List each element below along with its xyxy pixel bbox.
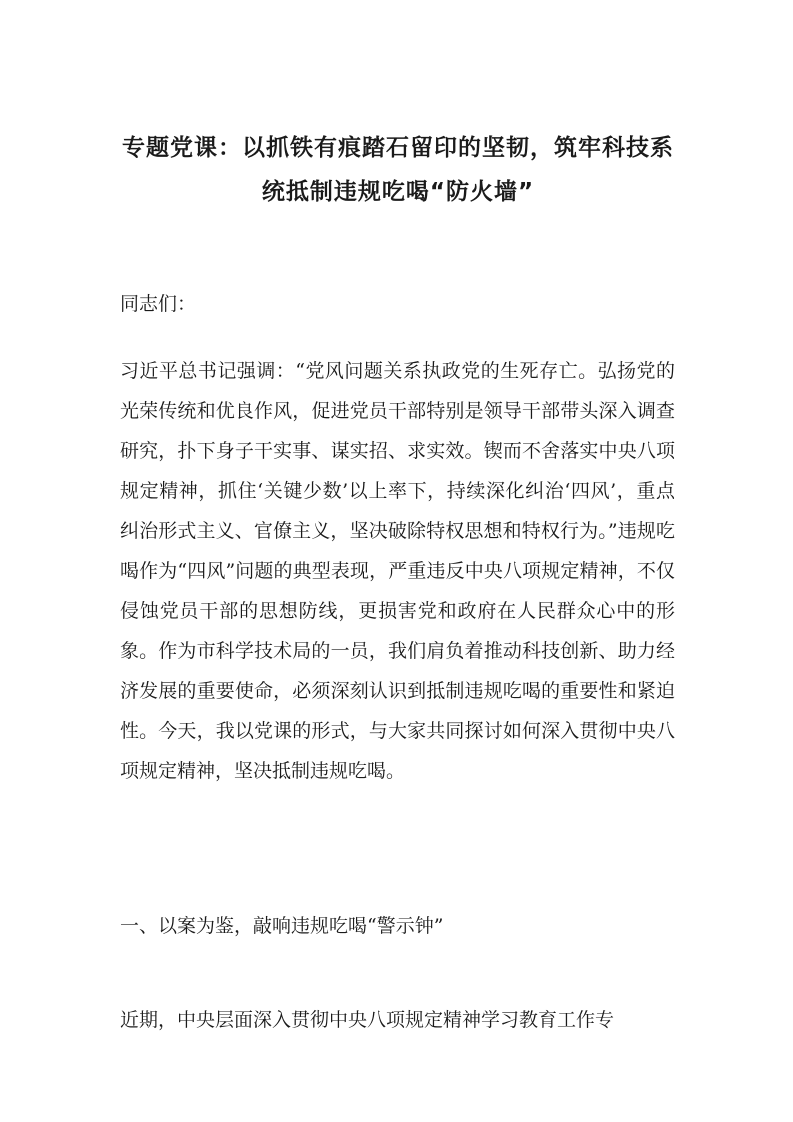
section-heading: 一、以案为鉴，敲响违规吃喝“警示钟”	[120, 915, 444, 937]
document-title	[118, 126, 678, 214]
title-line-2: 统抵制违规吃喝“防火墙”	[261, 179, 535, 205]
body-paragraph: 近期，中央层面深入贯彻中央八项规定精神学习教育工作专	[120, 1009, 615, 1031]
body-paragraph: 习近平总书记强调：“党风问题关系执政党的生死存亡。弘扬党的光荣传统和优良作风，促进党员干部特别是领导干部带头深入调查研究，扑下身子干实事、谋实招、求实效。锲而不舍落实中央八项规定精神，抓住‘关键少数’以上率下，持续深化纠治‘四风’，重点纠治形式主义、官僚主义，坚决破除特权思想和特权行为。”违规吃喝作为“四风”问题的典型表现，严重违反中央八项规定精神，不仅侵蚀党员干部的思想防线，更损害党和政府在人民群众心中的形象。作为市科学技术局的一员，我们肩负着推动科技创新、助力经济发展的重要使命，必须深刻认识到抵制违规吃喝的重要性和紧迫性。今天，我以党课的形式，与大家共同探讨如何深入贯彻中央八项规定精神，坚决抵制违规吃喝。	[120, 360, 675, 782]
greeting: 同志们：	[120, 293, 197, 315]
title-line-1: 专题党课：以抓铁有痕踏石留印的坚韧，筑牢科技系	[122, 135, 674, 161]
